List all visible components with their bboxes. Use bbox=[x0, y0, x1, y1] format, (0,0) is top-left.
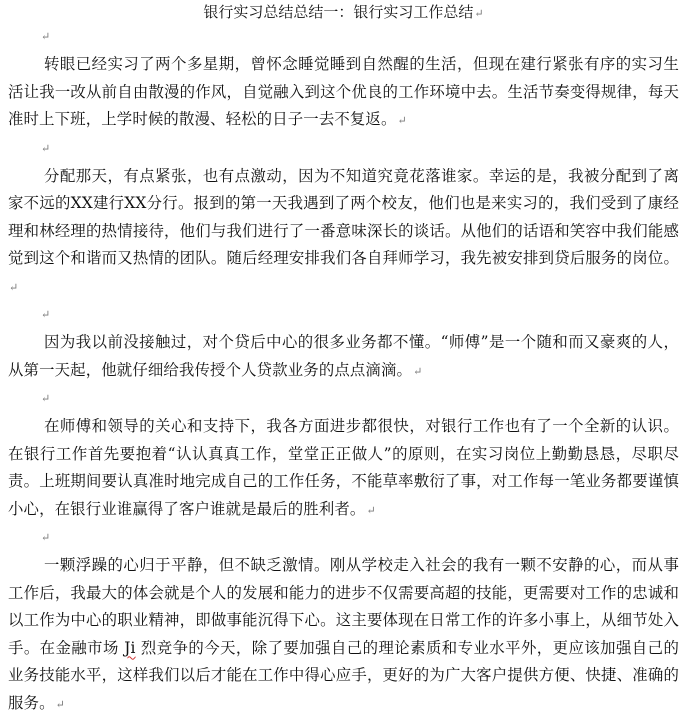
paragraph-text: 烈竞争的今天，除了要加强自己的理论素质和专业水平外，更应该加强自己的业务技能水平，这样我们以后才能在工作中得心应手，更好的为广大客户提供方便、快捷、准确的服务。 bbox=[8, 638, 679, 712]
paragraph-mark-icon: ↵ bbox=[413, 364, 423, 378]
paragraph-1 bbox=[8, 51, 679, 135]
paragraph-mark-icon: ↵ bbox=[474, 7, 484, 20]
paragraph-mark-icon: ↵ bbox=[366, 503, 376, 517]
paragraph-mark-icon: ↵ bbox=[41, 141, 51, 155]
paragraph-4 bbox=[8, 413, 679, 524]
paragraph-mark-icon: ↵ bbox=[41, 308, 51, 321]
document-title bbox=[8, 0, 679, 23]
paragraph-text: 在师傅和领导的关心和支持下，我各方面进步都很快，对银行工作也有了一个全新的认识。在银行工作首先要抱着“认认真真工作，堂堂正正做人”的原则，在实习岗位上勤勤恳恳，尽职尽责。上班期间要认真准时地完成自己的工作任务，不能草率敷衍了事，对工作每一笔业务都要谨慎小心，在银行业谁赢得了客户谁就是最后的胜利者。 bbox=[8, 417, 679, 518]
paragraph-5 bbox=[8, 552, 679, 718]
paragraph-text: 一颗浮躁的心归于平静，但不缺乏激情。刚从学校走入社会的我有一颗不安静的心，而从事工作后，我最大的体会就是个人的发展和能力的进步不仅需要高超的技能，更需要对工作的忠诚和以工作为中心的职业精神，即做事能沉得下心。这主要体现在日常工作的许多小事上，从细节处入手。在金融市场 bbox=[8, 556, 679, 657]
empty-line bbox=[8, 524, 679, 552]
title-text: 银行实习总结总结一：银行实习工作总结 bbox=[203, 3, 474, 21]
paragraph-3 bbox=[8, 329, 679, 385]
paragraph-mark-icon: ↵ bbox=[41, 392, 51, 405]
empty-line bbox=[8, 385, 679, 413]
empty-line bbox=[8, 135, 679, 163]
paragraph-mark-icon: ↵ bbox=[41, 531, 51, 544]
paragraph-text: 分配那天，有点紧张，也有点激动，因为不知道究竟花落谁家。幸运的是，我被分配到了离家不远的XX建行XX分行。报到的第一天我遇到了两个校友，他们也是来实习的，我们受到了康经理和林经理的热情接待，他们与我们进行了一番意味深长的谈话。从他们的话语和笑容中我们能感觉到这个和谐而又热情的团队。随后经理安排我们各自拜师学习，我先被安排到贷后服务的岗位。 bbox=[8, 166, 679, 267]
empty-line bbox=[8, 301, 679, 329]
paragraph-text: 转眼已经实习了两个多星期，曾怀念睡觉睡到自然醒的生活，但现在建行紧张有序的实习生活让我一改从前自由散漫的作风，自觉融入到这个优良的工作环境中去。生活节奏变得规律，每天准时上下班，上学时候的散漫、轻松的日子一去不复返。 bbox=[8, 55, 679, 128]
paragraph-mark-icon: ↵ bbox=[55, 697, 65, 711]
paragraph-text: 因为我以前没接触过，对个贷后中心的很多业务都不懂。“师傅”是一个随和而又豪爽的人，从第一天起，他就仔细给我传授个人贷款业务的点点滴滴。 bbox=[8, 333, 679, 379]
paragraph-mark-icon: ↵ bbox=[41, 30, 51, 43]
spelling-flag: Ji bbox=[124, 638, 136, 657]
empty-line bbox=[8, 23, 679, 51]
paragraph-mark-icon: ↵ bbox=[397, 114, 407, 127]
paragraph-2 bbox=[8, 163, 679, 302]
paragraph-mark-icon: ↵ bbox=[9, 280, 19, 294]
